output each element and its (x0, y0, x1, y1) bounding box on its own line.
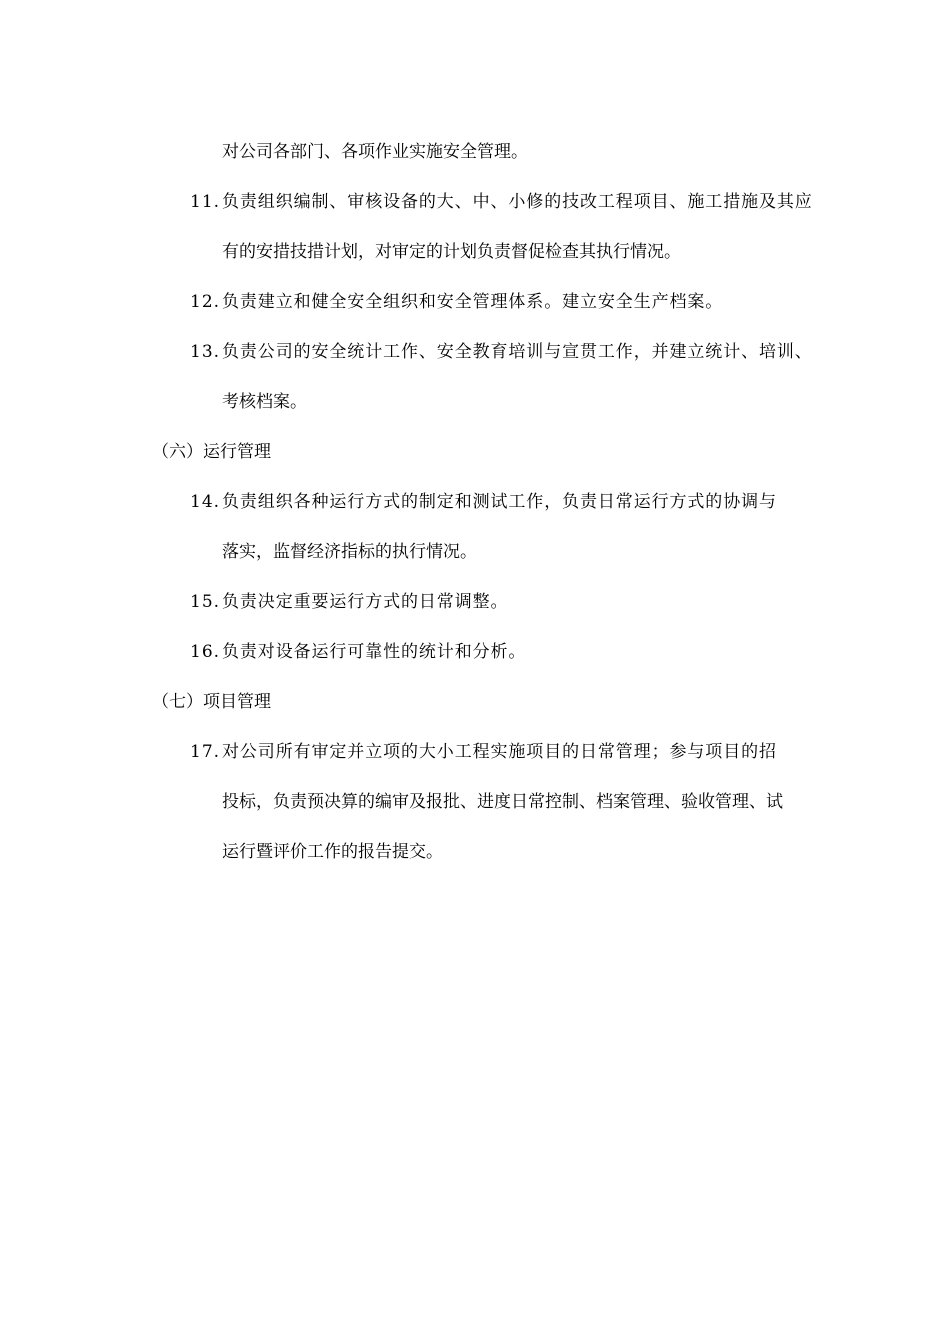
list-item-17 (0, 733, 950, 783)
item-11-continuation (0, 233, 950, 283)
item-17-continuation-1 (0, 783, 950, 833)
item-number: 15. (190, 592, 221, 612)
item-10-continuation (0, 133, 950, 183)
section-heading-project (0, 683, 950, 733)
item-number: 16. (190, 642, 221, 662)
document-body (0, 133, 950, 883)
item-number: 13. (190, 342, 221, 362)
item-14-continuation (0, 533, 950, 583)
line-text: 投标，负责预决算的编审及报批、进度日常控制、档案管理、验收管理、试 (222, 792, 783, 812)
item-text: 负责对设备运行可靠性的统计和分析。 (222, 642, 527, 662)
line-text: 对公司各部门、各项作业实施安全管理。 (222, 142, 528, 162)
section-title: （六）运行管理 (152, 442, 271, 462)
line-text: 落实，监督经济指标的执行情况。 (222, 542, 477, 562)
list-item-14 (0, 483, 950, 533)
list-item-11 (0, 183, 950, 233)
item-text: 对公司所有审定并立项的大小工程实施项目的日常管理；参与项目的招 (222, 742, 777, 762)
item-number: 17. (190, 742, 221, 762)
item-text: 负责建立和健全安全组织和安全管理体系。建立安全生产档案。 (222, 292, 724, 312)
list-item-13 (0, 333, 950, 383)
item-number: 12. (190, 292, 221, 312)
list-item-15 (0, 583, 950, 633)
item-text: 负责公司的安全统计工作、安全教育培训与宣贯工作，并建立统计、培训、 (222, 342, 813, 362)
item-text: 负责组织编制、审核设备的大、中、小修的技改工程项目、施工措施及其应 (222, 192, 813, 212)
item-number: 14. (190, 492, 221, 512)
section-title: （七）项目管理 (152, 692, 271, 712)
item-17-continuation-2 (0, 833, 950, 883)
item-number: 11. (190, 192, 221, 212)
item-text: 负责决定重要运行方式的日常调整。 (222, 592, 509, 612)
item-text: 负责组织各种运行方式的制定和测试工作，负责日常运行方式的协调与 (222, 492, 777, 512)
section-heading-operation (0, 433, 950, 483)
line-text: 有的安措技措计划，对审定的计划负责督促检查其执行情况。 (222, 242, 681, 262)
list-item-16 (0, 633, 950, 683)
line-text: 考核档案。 (222, 392, 307, 412)
item-13-continuation (0, 383, 950, 433)
line-text: 运行暨评价工作的报告提交。 (222, 842, 443, 862)
list-item-12 (0, 283, 950, 333)
